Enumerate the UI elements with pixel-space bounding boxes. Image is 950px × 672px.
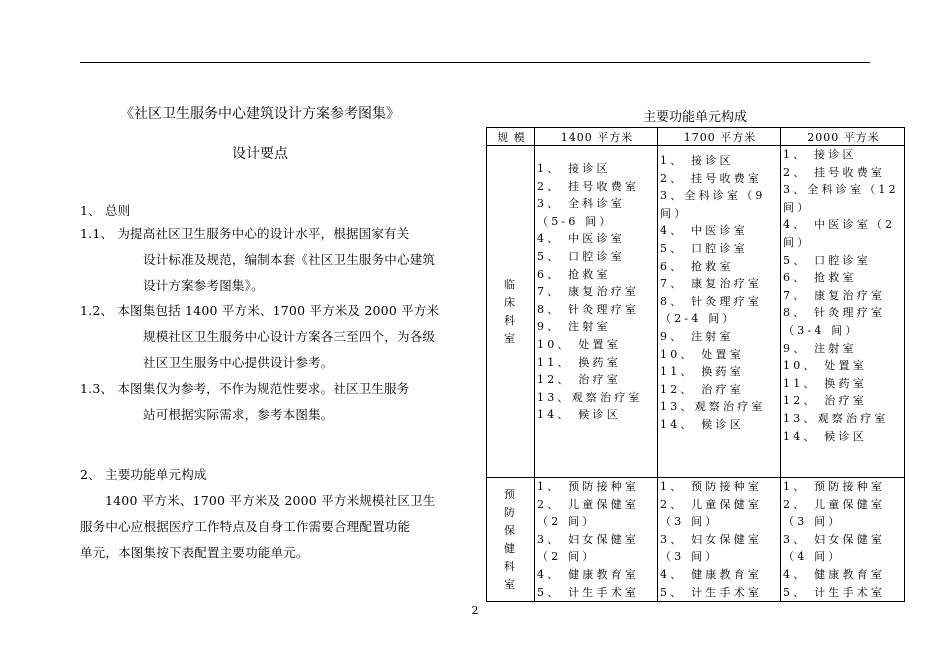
list-item: 12、 治疗室 [783,394,867,408]
list-item: 3、 妇女保健室 [537,532,640,546]
list-item: 5、 计生手术室 [783,585,886,599]
list-item: 4、 中医诊室 [660,224,748,238]
table-title: 主要功能单元构成 [642,110,747,125]
list-item: 6、 抢救室 [783,271,857,285]
list-item: 2、 儿童保健室 [537,497,640,511]
list-item: 2、 儿童保健室 [783,497,886,511]
unit-list-cell [781,478,905,602]
list-item: 1、 接诊区 [660,154,734,167]
list-item: 13、观察治疗室 [660,400,766,414]
list-item: 1、 接诊区 [537,162,611,175]
list-item: 7、 康复治疗室 [537,285,640,299]
list-item: （3 间） [660,550,720,564]
list-item: 12、 治疗室 [537,373,621,387]
list-item: 3、全科诊室（9 间） [660,189,766,220]
list-item: 4、 健康教育室 [660,567,763,581]
list-item: （2 间） [537,515,597,529]
list-item: （4 间） [783,550,843,564]
paragraph-line: 规模社区卫生服务中心设计方案各三至四个，为各级 [143,329,436,344]
list-item: 5、 计生手术室 [537,585,640,599]
list-item: 9、 注射室 [783,341,857,355]
list-item: 5、 计生手术室 [660,585,763,599]
document-title: 《社区卫生服务中心建筑设计方案参考图集》 [120,106,400,122]
list-item: 5、 口腔诊室 [537,249,625,263]
list-item: （2 间） [537,550,597,564]
paragraph-line: 站可根据实际需求，参考本图集。 [143,407,334,422]
list-item: 11、 换药室 [783,376,867,390]
header-rule [80,62,870,63]
list-item: 13、观察治疗室 [537,390,643,404]
paragraph-line: 设计标准及规范，编制本套《社区卫生服务中心建筑 [143,252,436,267]
list-item: 13、观察治疗室 [783,411,889,425]
unit-list-cell [535,478,658,602]
list-item: （5-6 间） [537,214,614,228]
list-item: （3 间） [783,515,843,529]
list-item: 14、 候诊区 [660,417,744,431]
table-row [487,478,905,602]
list-item: 3、 妇女保健室 [783,532,886,546]
list-item: 3、 妇女保健室 [660,532,763,546]
paragraph-line: 社区卫生服务中心提供设计参考。 [143,355,334,370]
list-item: 1、 预防接种室 [660,480,763,493]
list-item: 14、 候诊区 [537,408,621,422]
list-item: 14、 候诊区 [783,429,867,443]
list-item: 2、 挂号收费室 [537,179,640,193]
list-item: 4、 中医诊室（2 间） [783,218,896,249]
list-item: 10、 处置室 [660,347,744,361]
list-item: （2-4 间） [660,312,737,326]
list-item: 4、 健康教育室 [537,567,640,581]
list-item: 9、 注射室 [537,320,611,334]
header-cell: 1700 平方米 [658,128,781,146]
list-item: 7、 康复治疗室 [660,277,763,291]
list-item: 8、 针灸理疗室 [660,294,763,308]
header-cell: 2000 平方米 [781,128,905,146]
list-item: 10、 处置室 [783,359,867,373]
list-item: 4、 中医诊室 [537,232,625,246]
paragraph-line: 1.3、 本图集仅为参考，不作为规范性要求。社区卫生服务 [80,381,410,396]
list-item: 5、 口腔诊室 [783,253,871,267]
list-item: 3、全科诊室（12 间） [783,183,899,214]
list-item: 7、 康复治疗室 [783,288,886,302]
list-item: 11、 换药室 [537,355,621,369]
list-item: （3-4 间） [783,323,860,337]
table-row [487,146,905,478]
list-item: 8、 针灸理疗室 [783,306,886,320]
table-header-row [487,128,905,146]
list-item: （3 间） [660,515,720,529]
list-item: 5、 口腔诊室 [660,241,748,255]
list-item: 3、 全科诊室 [537,197,625,211]
paragraph-line: 单元，本图集按下表配置主要功能单元。 [80,545,309,560]
list-item: 1、 预防接种室 [537,480,640,493]
list-item: 6、 抢救室 [537,267,611,281]
list-item: 2、 挂号收费室 [783,165,886,179]
list-item: 4、 健康教育室 [783,567,886,581]
header-cell: 1400 平方米 [535,128,658,146]
function-units-table [486,127,905,602]
unit-list-cell [781,146,905,478]
unit-list-cell [658,146,781,478]
list-item: 2、 儿童保健室 [660,497,763,511]
document-subtitle: 设计要点 [232,146,288,162]
list-item: 2、 挂号收费室 [660,171,763,185]
paragraph-line: 服务中心应根据医疗工作特点及自身工作需要合理配置功能 [80,519,411,534]
paragraph-line: 1.2、 本图集包括 1400 平方米、1700 平方米及 2000 平方米 [80,303,440,318]
unit-list-cell [535,146,658,478]
paragraph-line: 设计方案参考图集》。 [143,278,264,293]
list-item: 6、 抢救室 [660,259,734,273]
list-item: 8、 针灸理疗室 [537,302,640,316]
list-item: 1、 预防接种室 [783,480,886,493]
category-cell: 临 床 科 室 [487,146,535,478]
list-item: 1、 接诊区 [783,148,857,161]
category-cell: 预 防 保 健 科 室 [487,478,535,602]
list-item: 10、 处置室 [537,337,621,351]
paragraph-line: 1400 平方米、1700 平方米及 2000 平方米规模社区卫生 [105,493,436,508]
page-number: 2 [471,604,479,617]
header-cell: 规 模 [487,128,535,146]
list-item: 11、 换药室 [660,365,744,379]
section-heading: 2、 主要功能单元构成 [80,467,207,482]
list-item: 12、 治疗室 [660,382,744,396]
section-heading: 1、 总则 [80,203,131,218]
list-item: 9、 注射室 [660,329,734,343]
unit-list-cell [658,478,781,602]
paragraph-line: 1.1、 为提高社区卫生服务中心的设计水平，根据国家有关 [80,226,410,241]
